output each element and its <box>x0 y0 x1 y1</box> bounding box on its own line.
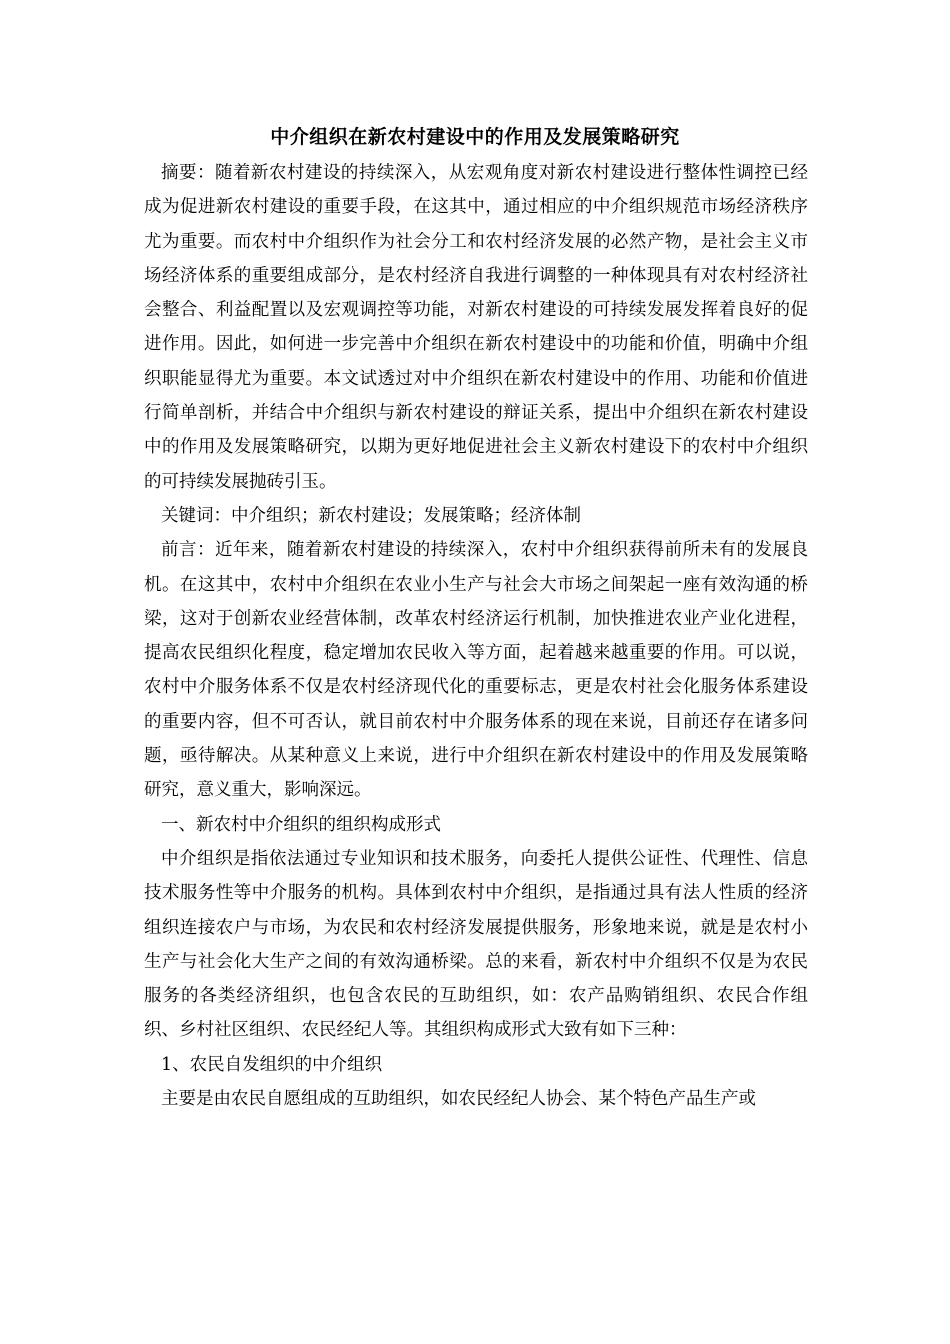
section-heading-1: 一、新农村中介组织的组织构成形式 <box>161 814 441 835</box>
document-title: 中介组织在新农村建设中的作用及发展策略研究 <box>270 126 680 148</box>
keywords-paragraph: 关键词：中介组织；新农村建设；发展策略；经济体制 <box>161 505 581 526</box>
subsection-1-paragraph: 主要是由农民自愿组成的互助组织，如农民经纪人协会、某个特色产品生产或 <box>161 1089 756 1110</box>
section-1-paragraph: 中介组织是指依法通过专业知识和技术服务，向委托人提供公证性、代理性、信息技术服务性等中介服务的机构。具体到农村中介组织，是指通过具有法人性质的经济组织连接农户与市场，为农民和农村经济发展提供服务，形象地来说，就是是农村小生产与社会化大生产之间的有效沟通桥梁。总的来看，新农村中介组织不仅是为农民服务的各类经济组织，也包含农民的互助组织，如：农产品购销组织、农民合作组织、乡村社区组织、农民经纪人等。其组织构成形式大致有如下三种： <box>144 848 808 1041</box>
document-body <box>144 156 808 1116</box>
subsection-heading-1: 1、农民自发组织的中介组织 <box>161 1054 383 1075</box>
preface-paragraph: 前言：近年来，随着新农村建设的持续深入，农村中介组织获得前所未有的发展良机。在这其中，农村中介组织在农业小生产与社会大市场之间架起一座有效沟通的桥梁，这对于创新农业经营体制，改革农村经济运行机制，加快推进农业产业化进程，提高农民组织化程度，稳定增加农民收入等方面，起着越来越重要的作用。可以说，农村中介服务体系不仅是农村经济现代化的重要标志，更是农村社会化服务体系建设的重要内容，但不可否认，就目前农村中介服务体系的现在来说，目前还存在诸多问题，亟待解决。从某种意义上来说，进行中介组织在新农村建设中的作用及发展策略研究，意义重大，影响深远。 <box>144 540 808 801</box>
abstract-paragraph: 摘要：随着新农村建设的持续深入，从宏观角度对新农村建设进行整体性调控已经成为促进新农村建设的重要手段，在这其中，通过相应的中介组织规范市场经济秩序尤为重要。而农村中介组织作为社会分工和农村经济发展的必然产物，是社会主义市场经济体系的重要组成部分，是农村经济自我进行调整的一种体现具有对农村经济社会整合、利益配置以及宏观调控等功能，对新农村建设的可持续发展发挥着良好的促进作用。因此，如何进一步完善中介组织在新农村建设中的功能和价值，明确中介组织职能显得尤为重要。本文试透过对中介组织在新农村建设中的作用、功能和价值进行简单剖析，并结合中介组织与新农村建设的辩证关系，提出中介组织在新农村建设中的作用及发展策略研究，以期为更好地促进社会主义新农村建设下的农村中介组织的可持续发展抛砖引玉。 <box>144 163 808 492</box>
